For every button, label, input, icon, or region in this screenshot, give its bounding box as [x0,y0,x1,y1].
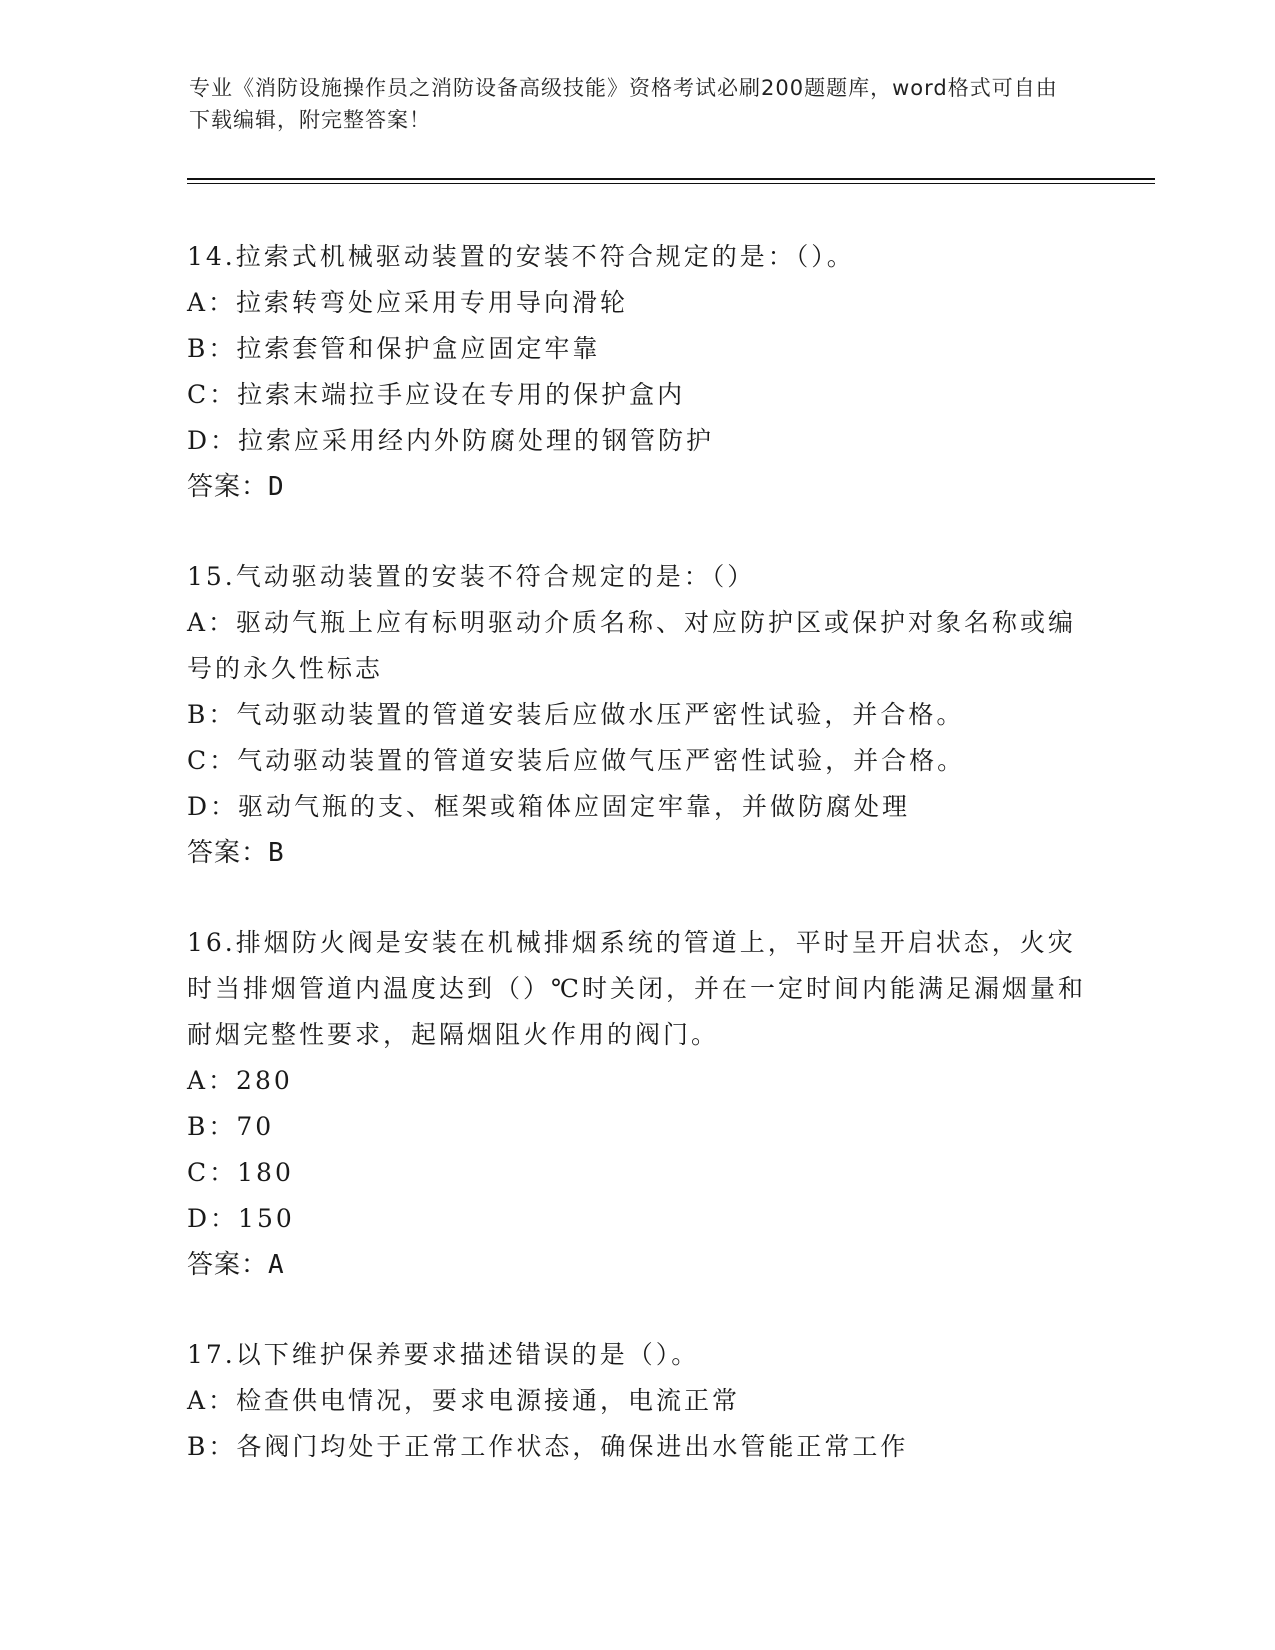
header-rule-thick [187,178,1155,180]
question-stem: 14.拉索式机械驱动装置的安装不符合规定的是：（）。 [187,242,855,271]
answer-line [187,1242,1087,1288]
option-c: C：拉索末端拉手应设在专用的保护盒内 [187,380,686,409]
option-c: C：气动驱动装置的管道安装后应做气压严密性试验，并合格。 [187,746,966,775]
header-rule-thin [187,183,1155,184]
question-15 [187,554,1087,876]
option-a: A：280 [187,1066,293,1095]
option-a: A：驱动气瓶上应有标明驱动介质名称、对应防护区或保护对象名称或编号的永久性标志 [187,608,1077,683]
option-d: D：150 [187,1204,295,1233]
option-c: C：180 [187,1158,294,1187]
option-a: A：检查供电情况，要求电源接通，电流正常 [187,1386,741,1415]
question-list [187,234,1087,1514]
question-16 [187,920,1087,1288]
answer-label: 答案： [187,838,269,868]
question-stem: 16.排烟防火阀是安装在机械排烟系统的管道上，平时呈开启状态，火灾时当排烟管道内温度达到（）℃时关闭，并在一定时间内能满足漏烟量和耐烟完整性要求，起隔烟阻火作用的阀门。 [187,928,1086,1049]
page-header: 专业《消防设施操作员之消防设备高级技能》资格考试必刷200题题库，word格式可自由下载编辑，附完整答案！ [189,76,1058,132]
option-b: B：拉索套管和保护盒应固定牢靠 [187,334,601,363]
question-17 [187,1332,1087,1470]
option-b: B：各阀门均处于正常工作状态，确保进出水管能正常工作 [187,1432,909,1461]
answer-line [187,830,1087,876]
option-d: D：拉索应采用经内外防腐处理的钢管防护 [187,426,715,455]
answer-value: B [268,838,285,868]
option-d: D：驱动气瓶的支、框架或箱体应固定牢靠，并做防腐处理 [187,792,911,821]
answer-label: 答案： [187,1250,269,1280]
option-b: B：气动驱动装置的管道安装后应做水压严密性试验，并合格。 [187,700,965,729]
answer-label: 答案： [187,472,269,502]
question-14 [187,234,1087,510]
option-a: A：拉索转弯处应采用专用导向滑轮 [187,288,629,317]
answer-value: A [268,1250,285,1280]
option-b: B：70 [187,1112,275,1141]
question-stem: 15.气动驱动装置的安装不符合规定的是：（） [187,562,756,591]
question-stem: 17.以下维护保养要求描述错误的是（）。 [187,1340,700,1369]
answer-value: D [268,472,285,502]
answer-line [187,464,1087,510]
